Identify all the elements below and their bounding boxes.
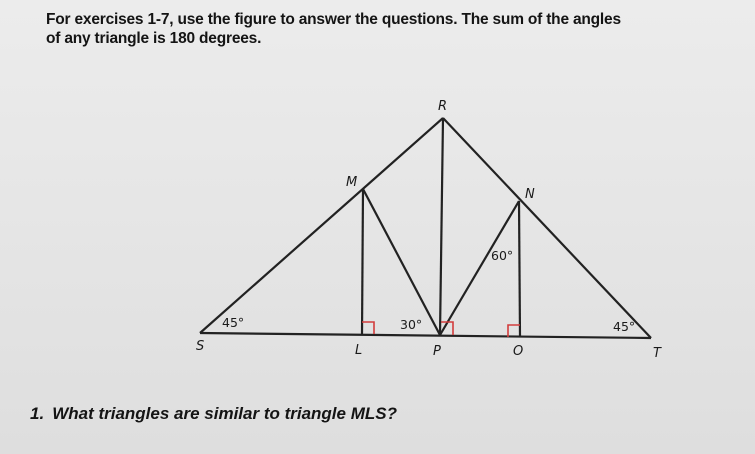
point-l-label: L — [355, 343, 363, 358]
right-angle-marker-l — [362, 322, 374, 334]
question-text: What triangles are similar to triangle MLS? — [52, 404, 397, 423]
right-angle-marker-o — [508, 325, 520, 337]
segment-sr — [200, 118, 443, 333]
question-number: 1. — [30, 404, 45, 423]
angle-s-label: 45° — [222, 315, 245, 330]
segment-st — [200, 333, 651, 338]
segment-mp — [363, 189, 440, 335]
angle-t-label: 45° — [613, 319, 636, 334]
segment-rt — [443, 118, 651, 338]
point-o-label: O — [513, 344, 524, 359]
instructions-line-2: of any triangle is 180 degrees. — [46, 30, 262, 47]
point-m-label: M — [346, 175, 358, 190]
instructions-line-1: For exercises 1-7, use the figure to answer the questions. The sum of the angles — [46, 11, 621, 28]
segment-pn — [440, 201, 519, 335]
point-s-label: S — [196, 339, 205, 354]
point-r-label: R — [438, 99, 448, 114]
segment-ml — [362, 189, 363, 334]
angle-n-label: 60° — [491, 248, 514, 263]
question-1 — [30, 404, 397, 424]
angle-p-label: 30° — [400, 317, 423, 332]
segment-no — [519, 201, 520, 337]
point-p-label: P — [433, 344, 441, 359]
segment-rp — [440, 118, 443, 335]
point-n-label: N — [525, 187, 535, 202]
point-t-label: T — [653, 346, 661, 361]
